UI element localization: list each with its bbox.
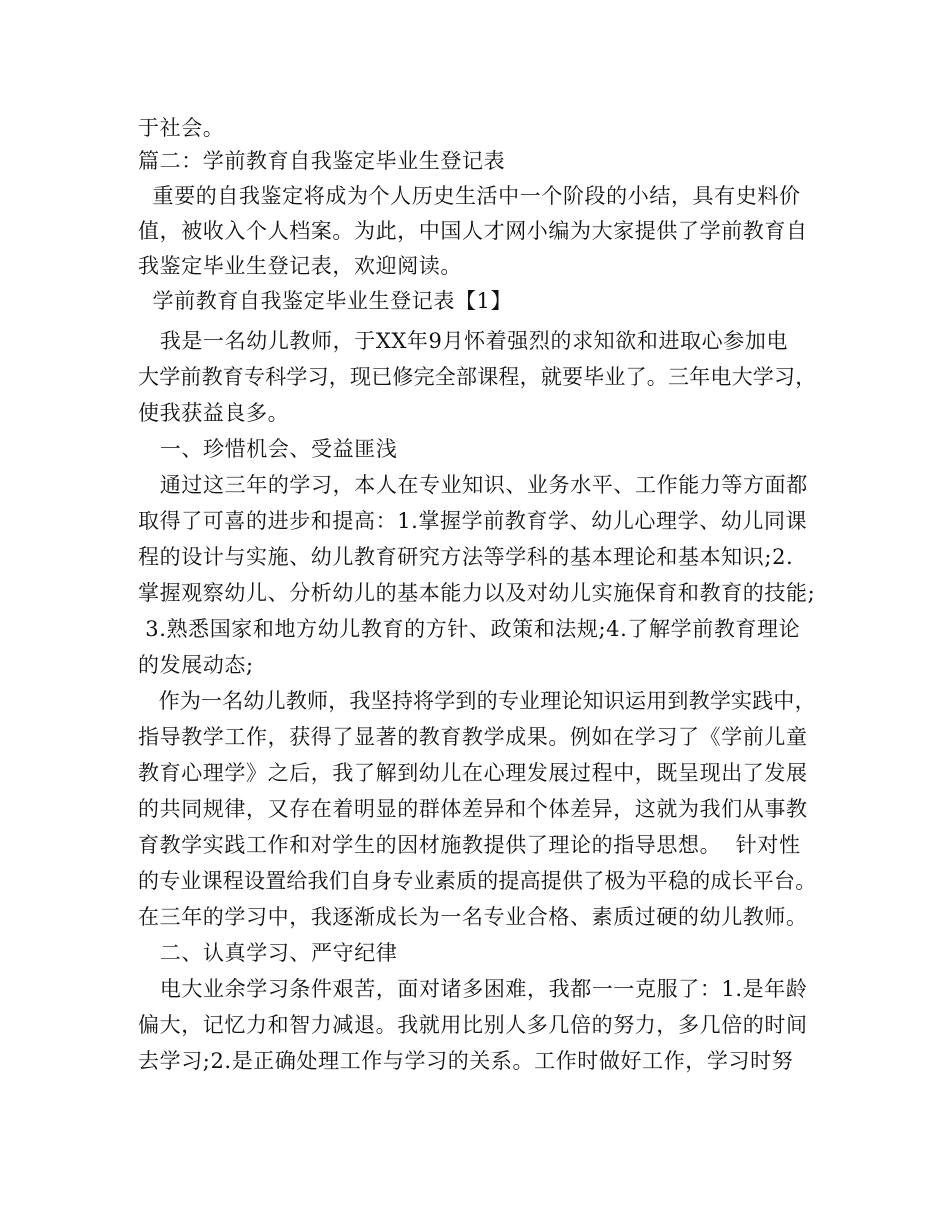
text-line: 的共同规律，又存在着明显的群体差异和个体差异，这就为我们从事教 [138, 797, 808, 821]
subsection-heading: 一、珍惜机会、受益匪浅 [138, 437, 398, 461]
text-line: 程的设计与实施、幼儿教育研究方法等学科的基本理论和基本知识;2. [138, 545, 794, 569]
text-line: 重要的自我鉴定将成为个人历史生活中一个阶段的小结，具有史料价 [138, 184, 801, 208]
subsection-heading: 学前教育自我鉴定毕业生登记表【1】 [138, 289, 513, 313]
text-line: 3.熟悉国家和地方幼儿教育的方针、政策和法规;4.了解学前教育理论 [138, 617, 801, 641]
text-line: 作为一名幼儿教师，我坚持将学到的专业理论知识运用到教学实践中， [138, 689, 816, 713]
text-line: 取得了可喜的进步和提高：1.掌握学前教育学、幼儿心理学、幼儿同课 [138, 509, 808, 533]
text-line: 使我获益良多。 [138, 401, 290, 425]
text-line: 我是一名幼儿教师，于XX年9月怀着强烈的求知欲和进取心参加电 [138, 329, 789, 353]
text-line: 值，被收入个人档案。为此，中国人才网小编为大家提供了学前教育自 [138, 219, 808, 243]
text-line: 育教学实践工作和对学生的因材施教提供了理论的指导思想。 针对性 [138, 833, 801, 857]
section-heading: 篇二：学前教育自我鉴定毕业生登记表 [138, 149, 506, 173]
subsection-heading: 二、认真学习、严守纪律 [138, 941, 398, 965]
text-line: 通过这三年的学习，本人在专业知识、业务水平、工作能力等方面都 [138, 473, 808, 497]
text-line: 的发展动态; [138, 653, 254, 677]
text-line: 教育心理学》之后，我了解到幼儿在心理发展过程中，既呈现出了发展 [138, 761, 808, 785]
text-line: 电大业余学习条件艰苦，面对诸多困难，我都一一克服了：1.是年龄 [138, 977, 808, 1001]
text-line: 偏大，记忆力和智力减退。我就用比别人多几倍的努力，多几倍的时间 [138, 1013, 808, 1037]
text-line: 大学前教育专科学习，现已修完全部课程，就要毕业了。三年电大学习， [138, 365, 817, 389]
text-line: 指导教学工作，获得了显著的教育教学成果。例如在学习了《学前儿童 [138, 725, 808, 749]
text-line: 于社会。 [138, 116, 225, 140]
text-line: 的专业课程设置给我们自身专业素质的提高提供了极为平稳的成长平台。 [138, 869, 817, 893]
text-line: 掌握观察幼儿、分析幼儿的基本能力以及对幼儿实施保育和教育的技能; [138, 581, 816, 605]
text-line: 去学习;2.是正确处理工作与学习的关系。工作时做好工作，学习时努 [138, 1049, 794, 1073]
text-line: 在三年的学习中，我逐渐成长为一名专业合格、素质过硬的幼儿教师。 [138, 905, 808, 929]
text-line: 我鉴定毕业生登记表，欢迎阅读。 [138, 254, 462, 278]
